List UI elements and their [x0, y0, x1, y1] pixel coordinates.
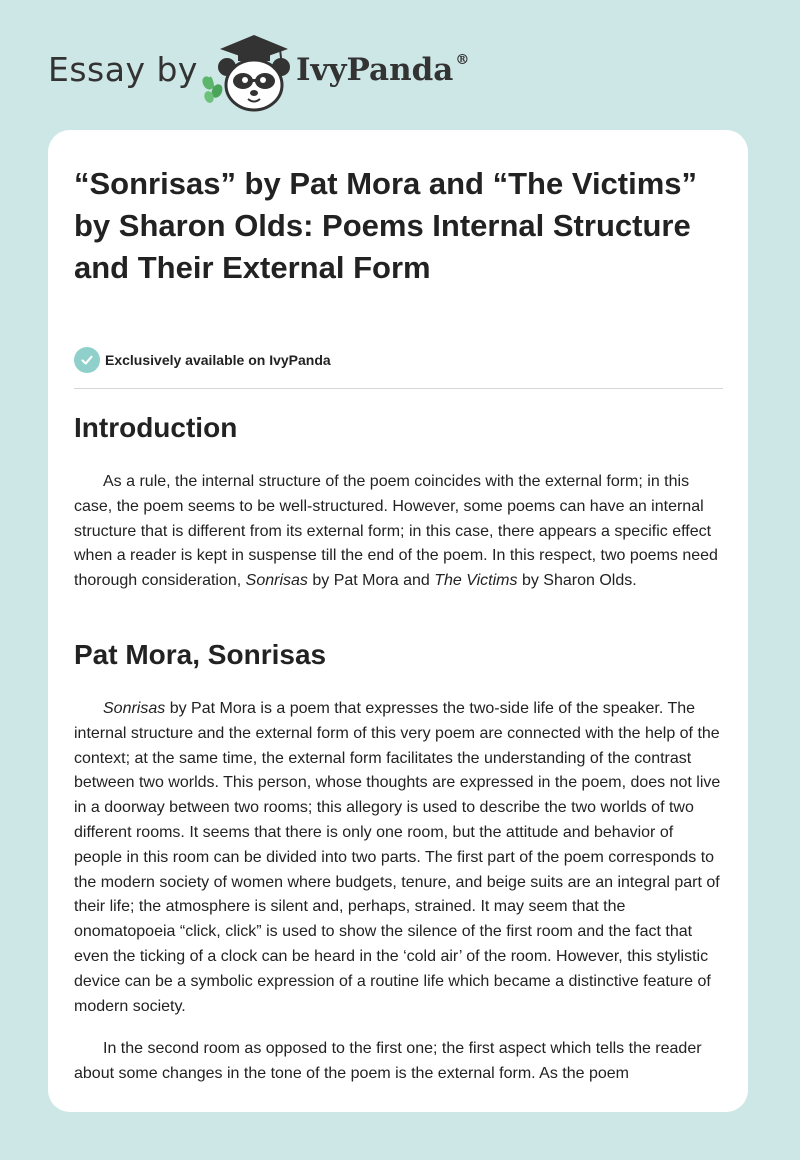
exclusive-badge — [74, 347, 331, 373]
title-divider — [74, 388, 723, 389]
essay-by-label: Essay by — [48, 50, 198, 89]
paragraph-sonrisas-1: Sonrisas by Pat Mora is a poem that expresses the two-side life of the speaker. The internal structure and the external form of this very poem are connected with the help of the context; at the same time, the external form facilitates the understanding of the contrast between two worlds. This person, whose thoughts are expressed in the poem, does not live in a doorway between two rooms; this allegory is used to describe the two worlds of two different rooms. It seems that there is only one room, but the attitude and behavior of people in this room can be divided into two parts. The first part of the poem corresponds to the modern society of women where budgets, tenure, and beige suits are an integral part of their life; the atmosphere is silent and, perhaps, strained. It may seem that the onomatopoeia “click, click” is used to show the silence of the first room and the fact that even the ticking of a clock can be heard in the ‘cold air’ of the room. However, this stylistic device can be a symbolic expression of a routine life which became a distinctive feature of modern society. — [74, 700, 721, 1015]
essay-card — [48, 130, 748, 1112]
paragraph-sonrisas-2: In the second room as opposed to the first one; the first aspect which tells the reader about some changes in the tone of the poem is the external form. As the poem — [74, 1040, 702, 1082]
exclusive-badge-label: Exclusively available on IvyPanda — [105, 352, 331, 368]
page-title: “Sonrisas” by Pat Mora and “The Victims” by Sharon Olds: Poems Internal Structure and Their External Form — [74, 166, 698, 285]
paragraph-introduction: As a rule, the internal structure of the poem coincides with the external form; in this case, the poem seems to be well-structured. However, some poems can have an internal structure that is different from its external form; in this case, there appears a specific effect when a reader is kept in suspense till the end of the poem. In this respect, two poems need thorough consideration, Sonrisas by Pat Mora and The Victims by Sharon Olds. — [74, 473, 718, 590]
section-heading-introduction: Introduction — [74, 412, 238, 443]
section-heading-pat-mora: Pat Mora, Sonrisas — [74, 639, 327, 670]
check-circle-icon — [74, 347, 100, 373]
site-header — [0, 0, 800, 130]
panda-graduate-logo-icon[interactable] — [200, 33, 296, 113]
brand-name[interactable]: IvyPanda ® — [296, 52, 470, 88]
